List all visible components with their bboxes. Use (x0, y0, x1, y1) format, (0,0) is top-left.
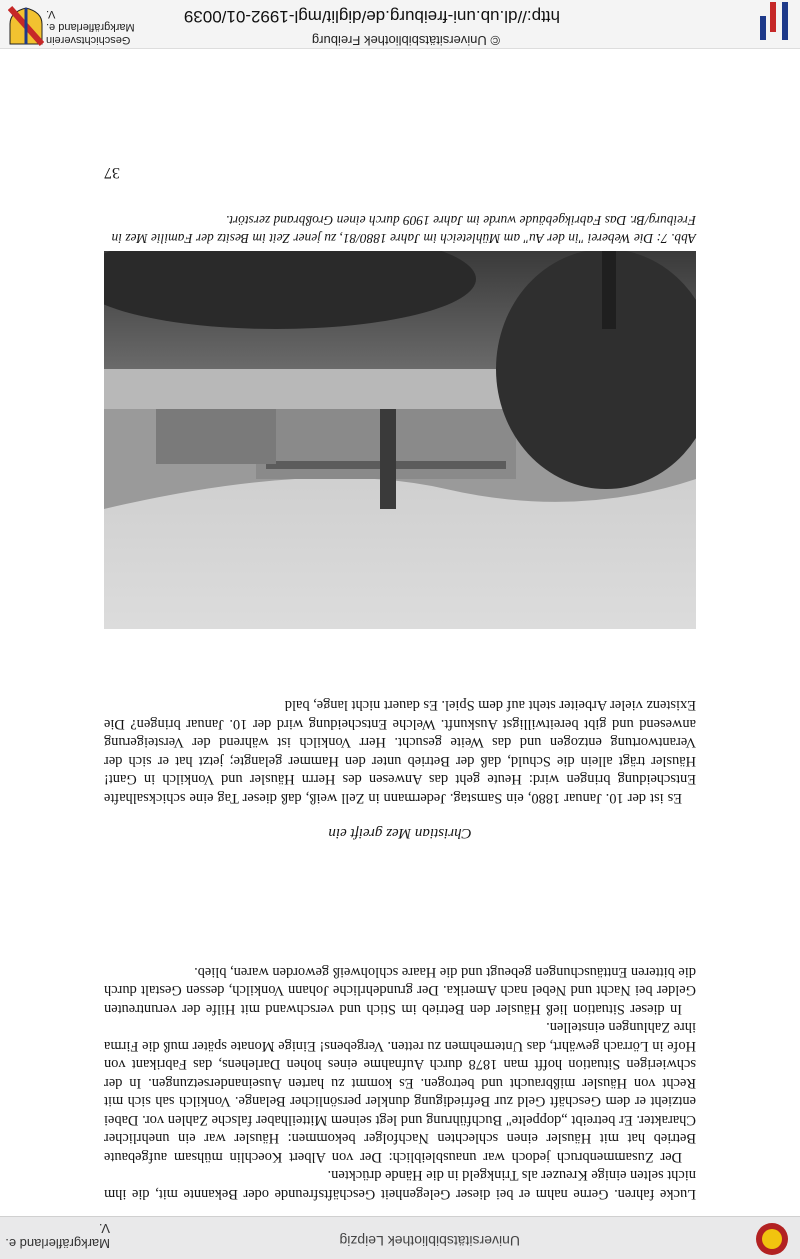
library-seal-icon (754, 1221, 790, 1257)
footer (0, 0, 800, 49)
library-label: Universitätsbibliothek Leipzig (339, 1233, 520, 1249)
viewer-header (0, 1216, 800, 1259)
body-text-top (104, 963, 696, 1204)
viewer-badge: Markgräflerland e. V. (5, 1221, 110, 1251)
section-heading: Christian Mez greift ein (328, 825, 472, 841)
org-name-line1: Geschichtsverein (46, 34, 131, 46)
factory-photo-image (104, 251, 696, 629)
paragraph: In dieser Situation ließ Häusler den Betrieb im Stich und verschwand mit Hilfe der veruntreuten Gelder bei Nacht und Nebel nach Amerika. Der grundehrliche Johann Vonkilch, dessen Gestalt durch die bitteren Enttäuschungen gebeugt und die Haare schlohweiß geworden waren, blieb. (104, 964, 696, 1017)
footer-organization (46, 7, 146, 46)
brand-mark-icon (756, 0, 792, 42)
page-number: 37 (104, 164, 120, 181)
footer-copyright: © Universitätsbibliothek Freiburg (311, 33, 500, 48)
body-text-bottom (104, 696, 696, 807)
coat-of-arms-icon (8, 6, 44, 46)
footer-url[interactable]: http://dl.ub.uni-freiburg.de/diglit/mgl-1992-01/0039 (183, 7, 560, 26)
historical-photo (104, 251, 696, 629)
photo-caption: Abb. 7: Die Weberei "in der Au" am Mühleteich im Jahre 1880/81, zu jener Zeit im Besitz der Familie Mez in Freiburg/Br. Das Fabrikgebäude wurde im Jahre 1909 durch einen Großbrand zerstört. (111, 213, 696, 246)
paragraph: Es ist der 10. Januar 1880, ein Samstag. Jedermann in Zell weiß, daß dieser Tag eine schicksalhafte Entscheidung bringen wird: Heute geht das Anwesen des Herrn Häusler und Vonkilch in Gant! Häusler trägt allein die Schuld, daß der Betrieb unter den Hammer gelangte; jetzt hat er sich der Verantwortung entzogen und das Weite gesucht. Herr Vonkilch ist während der Versteigerung anwesend und gibt bereitwilligst Auskunft. Welche Entscheidung wird der 10. Januar bringen? Die Existenz vieler Arbeiter steht auf dem Spiel. Es dauert nicht lange, bald (104, 697, 696, 806)
paragraph: Lucke fahren. Gerne nahm er bei dieser Gelegenheit Geschäftsfreunde oder Bekannte mit, die ihm nicht selten einige Kreuzer als Trinkgeld in die Hände drückten. (104, 1167, 696, 1202)
paragraph: Der Zusammenbruch jedoch war unausbleiblich: Der von Albert Koechlin mühsam aufgebaute Betrieb hat mit Häusler einen schlechten Nachfolger bekommen: Häusler war ein unehrlicher Charakter. Er betreibt „doppelte" Buchführung und legt seinem Mitteilhaber falsche Zahlen vor. Dabei entzieht er dem Geschäft Geld zur Befriedigung dunkler persönlicher Belange. Vonkilch sah sich mit Recht von Häusler mißbraucht und betrogen. Es kommt zu harten Auseinandersetzungen. In der schwierigen Situation hofft man 1878 durch Aufnahme eines hohen Darlehens, das Fabrikant von Hofe in Lörrach gewährt, das Unternehmen zu retten. Vergebens! Einige Monate später muß die Firma ihre Zahlungen einstellen. (104, 1019, 696, 1165)
org-name-line2: Markgräflerland e. V. (46, 8, 135, 33)
